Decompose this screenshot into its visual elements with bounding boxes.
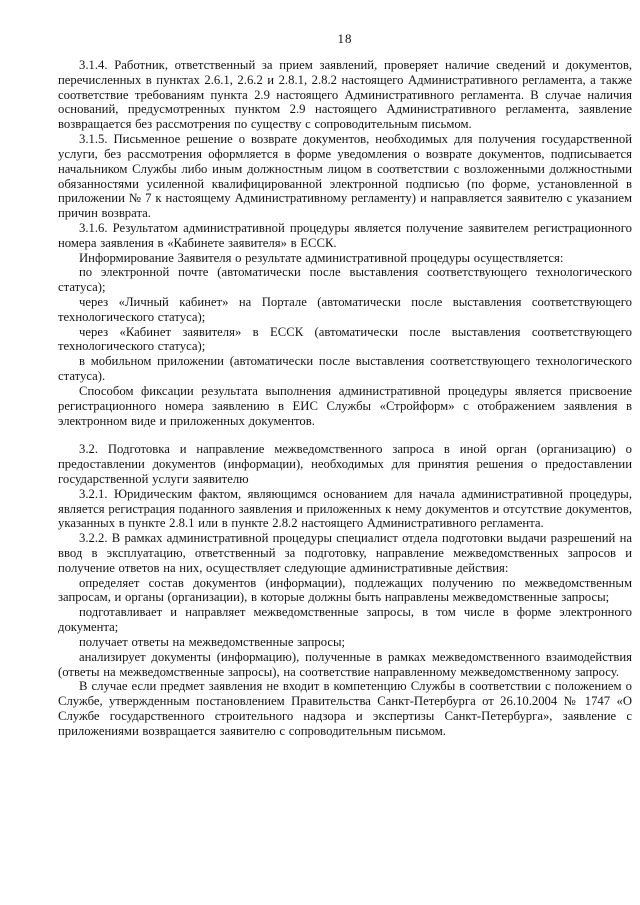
paragraph: в мобильном приложении (автоматически после выставления соответствующего технологического статуса). xyxy=(58,354,632,384)
paragraph: через «Личный кабинет» на Портале (автоматически после выставления соответствующего технологического статуса); xyxy=(58,295,632,324)
paragraph: через «Кабинет заявителя» в ЕССК (автоматически после выставления соответствующего технологического статуса); xyxy=(58,324,632,354)
paragraph: 3.1.5. Письменное решение о возврате документов, необходимых для получения государственной услуги, без рассмотрения оформляется в форме уведомления о возврате документов, подписывается начальником Службы либо иным должностным лицом в соответствии с возложенными должностными обязанностями усиленной квалифицированной электронной подписью (по форме, установленной в приложении № 7 к настоящему Административному регламенту) и направляется заявителю с указанием причин возврата. xyxy=(58,132,632,221)
paragraph: получает ответы на межведомственные запросы; xyxy=(79,634,346,649)
paragraph: определяет состав документов (информации), подлежащих получению по межведомственным запросам, и органы (организации), в которые должны быть направлены межведомственные запросы; xyxy=(58,575,632,605)
page-number: 18 xyxy=(337,31,353,46)
paragraph: Информирование Заявителя о результате административной процедуры осуществляется: xyxy=(79,250,564,265)
paragraph: Способом фиксации результата выполнения административной процедуры является присвоение регистрационного номера заявлению в ЕИС Службы «Стройформ» с отображением заявления в электронном виде и приложенных документов. xyxy=(58,383,632,428)
document-body xyxy=(58,58,632,739)
paragraph: 3.1.6. Результатом административной процедуры является получение заявителем регистрационного номера заявления в «Кабинете заявителя» в ЕССК. xyxy=(58,220,632,250)
paragraph: 3.2.2. В рамках административной процедуры специалист отдела подготовки выдачи разрешений на ввод в эксплуатацию, ответственный за подготовку, направление межведомственных запросов и получение ответов на них, осуществляет следующие административные действия: xyxy=(58,531,632,575)
paragraph: 3.2.1. Юридическим фактом, являющимся основанием для начала административной процедуры, является регистрация поданного заявления и приложенных к нему документов и отсутствие документов, указанных в пункте 2.8.1 или в пункте 2.8.2 настоящего Административного регламента. xyxy=(58,486,632,531)
paragraph: подготавливает и направляет межведомственные запросы, в том числе в форме электронного документа; xyxy=(58,605,632,635)
paragraph: анализирует документы (информацию), полученные в рамках межведомственного взаимодействия (ответы на межведомственные запросы), на соответствие направленному межведомственному запросу. xyxy=(58,649,632,679)
paragraph: В случае если предмет заявления не входит в компетенцию Службы в соответствии с положением о Службе, утвержденным постановлением Правительства Санкт-Петербурга от 26.10.2004 № 1747 «О Службе государственного строительного надзора и экспертизы Санкт-Петербурга», заявление с приложениями возвращается заявителю с сопроводительным письмом. xyxy=(58,679,632,738)
paragraph: 3.1.4. Работник, ответственный за прием заявлений, проверяет наличие сведений и документов, перечисленных в пунктах 2.6.1, 2.6.2 и 2.8.1, 2.8.2 настоящего Административного регламента, а также соответствие требованиям пункта 2.9 настоящего Административного регламента. В случае наличия оснований, предусмотренных пунктом 2.9 настоящего Административного регламента, заявление возвращается без рассмотрения по существу с сопроводительным письмом. xyxy=(58,58,632,132)
paragraph: по электронной почте (автоматически после выставления соответствующего технологического статуса); xyxy=(58,265,632,295)
paragraph: 3.2. Подготовка и направление межведомственного запроса в иной орган (организацию) о предоставлении документов (информации), необходимых для принятия решения о предоставлении государственной услуги заявителю xyxy=(58,442,632,486)
